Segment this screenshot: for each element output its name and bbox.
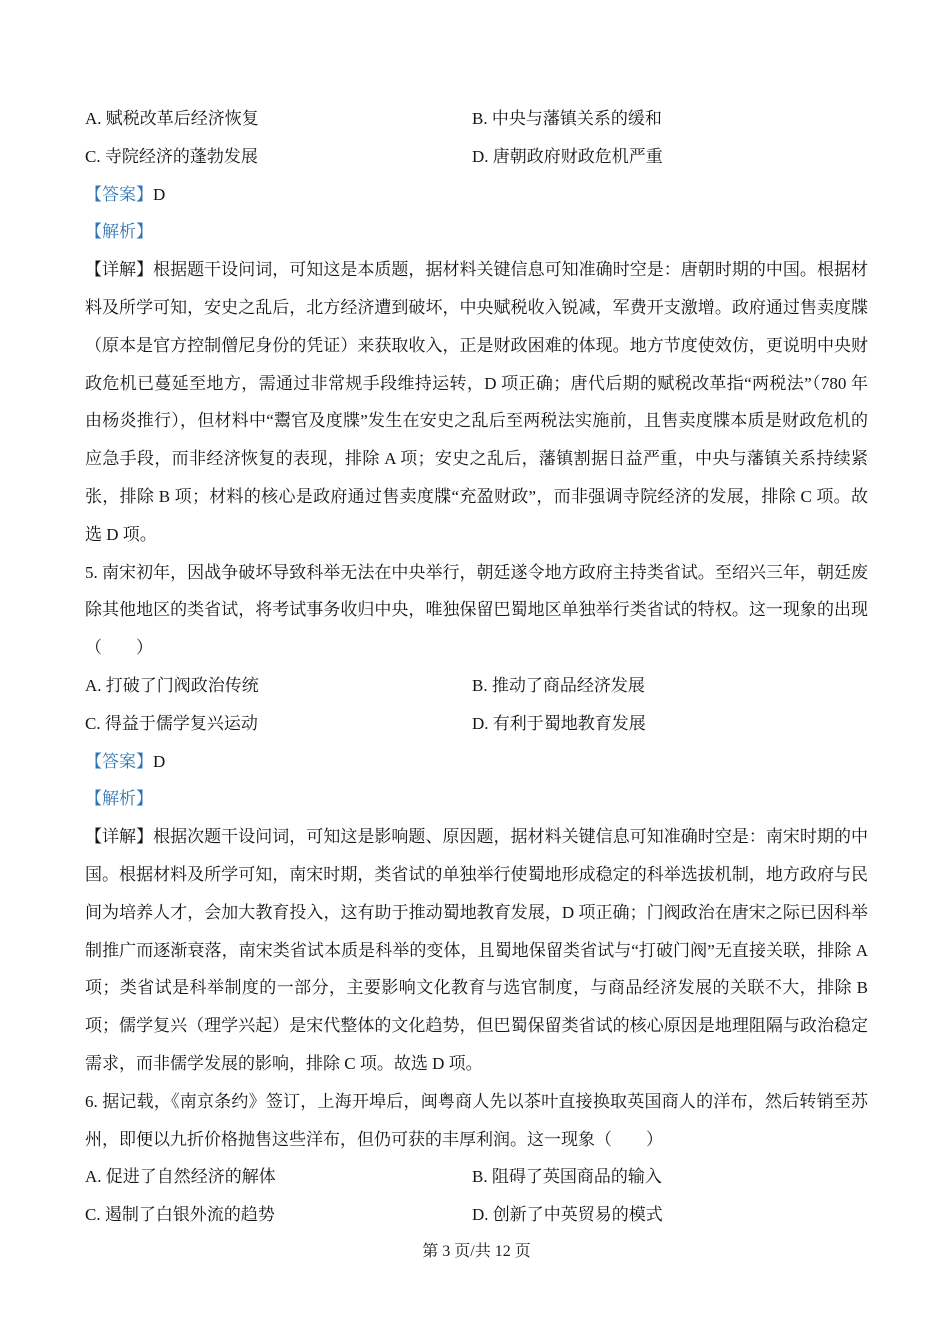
q4-option-a: A. 赋税改革后经济恢复 xyxy=(85,109,259,128)
q4-answer-line xyxy=(85,176,868,214)
q4-options-row-ab xyxy=(85,100,868,138)
q5-option-b: B. 推动了商品经济发展 xyxy=(472,675,645,695)
answer-label: 【答案】 xyxy=(85,751,153,771)
q4-option-d: D. 唐朝政府财政危机严重 xyxy=(472,146,663,166)
q6-option-a: A. 促进了自然经济的解体 xyxy=(85,1167,276,1187)
analysis-label: 【解析】 xyxy=(85,222,153,242)
q6-option-b: B. 阻碍了英国商品的输入 xyxy=(472,1167,662,1187)
question-6-block xyxy=(85,1083,868,1234)
q5-analysis-line xyxy=(85,780,868,818)
q4-answer-value: D xyxy=(153,184,166,204)
q6-options-row-ab xyxy=(85,1158,868,1196)
q4-options-row-cd xyxy=(85,138,868,176)
q5-answer-line xyxy=(85,743,868,781)
q4-option-b: B. 中央与藩镇关系的缓和 xyxy=(472,109,662,128)
detail-label: 【详解】 xyxy=(85,827,154,847)
answer-label: 【答案】 xyxy=(85,184,153,204)
q4-detail-paragraph xyxy=(85,251,868,553)
q5-stem: 5. 南宋初年，因战争破坏导致科举无法在中央举行，朝廷遂令地方政府主持类省试。至绍兴三年，朝廷废除其他地区的类省试，将考试事务收归中央，唯独保留巴蜀地区单独举行类省试的特权。这一现象的出现（ ） xyxy=(85,562,868,658)
q5-option-a: A. 打破了门阀政治传统 xyxy=(85,675,259,695)
q5-option-d: D. 有利于蜀地教育发展 xyxy=(472,713,646,733)
q5-detail-text: 根据次题干设问词，可知这是影响题、原因题，据材料关键信息可知准确时空是：南宋时期的中国。根据材料及所学可知，南宋时期，类省试的单独举行使蜀地形成稳定的科举选拔机制，地方政府与民间为培养人才，会加大教育投入，这有助于推动蜀地教育发展，D 项正确；门阀政治在唐宋之际已因科举制推广而逐渐衰落，南宋类省试本质是科举的变体，且蜀地保留类省试与“打破门阀”无直接关联，排除 A 项；类省试是科举制度的一部分，主要影响文化教育与选官制度，与商品经济发展的关联不大，排除 B 项；儒学复兴（理学兴起）是宋代整体的文化趋势，但巴蜀保留类省试的核心原因是地理阻隔与政治稳定需求，而非儒学发展的影响，排除 C 项。故选 D 项。 xyxy=(85,827,869,1073)
q6-option-c: C. 遏制了白银外流的趋势 xyxy=(85,1205,275,1225)
question-5-block xyxy=(85,554,868,1083)
q6-options-row-cd xyxy=(85,1196,868,1234)
q5-options-row-ab xyxy=(85,667,868,705)
analysis-label: 【解析】 xyxy=(85,789,153,809)
q5-options-row-cd xyxy=(85,705,868,743)
q5-answer-value: D xyxy=(153,751,166,771)
q4-option-c: C. 寺院经济的蓬勃发展 xyxy=(85,146,258,166)
q6-option-d: D. 创新了中英贸易的模式 xyxy=(472,1205,663,1225)
detail-label: 【详解】 xyxy=(85,260,154,280)
q4-detail-text: 根据题干设问词，可知这是本质题，据材料关键信息可知准确时空是：唐朝时期的中国。根据材料及所学可知，安史之乱后，北方经济遭到破坏，中央赋税收入锐减，军费开支激增。政府通过售卖度牒（原本是官方控制僧尼身份的凭证）来获取收入，正是财政困难的体现。地方节度使效仿，更说明中央财政危机已蔓延至地方，需通过非常规手段维持运转，D 项正确；唐代后期的赋税改革指“两税法”（780 年由杨炎推行），但材料中“鬻官及度牒”发生在安史之乱后至两税法实施前，且售卖度牒本质是财政危机的应急手段，而非经济恢复的表现，排除 A 项；安史之乱后，藩镇割据日益严重，中央与藩镇关系持续紧张，排除 B 项；材料的核心是政府通过售卖度牒“充盈财政”，而非强调寺院经济的发展，排除 C 项。故选 D 项。 xyxy=(85,260,869,544)
q5-option-c: C. 得益于儒学复兴运动 xyxy=(85,713,258,733)
page-footer: 第 3 页/共 12 页 xyxy=(422,1242,531,1260)
question-4-block xyxy=(85,100,868,554)
q4-analysis-line xyxy=(85,213,868,251)
q5-detail-paragraph xyxy=(85,818,868,1083)
q6-stem: 6. 据记载，《南京条约》签订，上海开埠后，闽粤商人先以茶叶直接换取英国商人的洋布，然后转销至苏州，即便以九折价格抛售这些洋布，但仍可获的丰厚利润。这一现象（ ） xyxy=(85,1091,868,1149)
